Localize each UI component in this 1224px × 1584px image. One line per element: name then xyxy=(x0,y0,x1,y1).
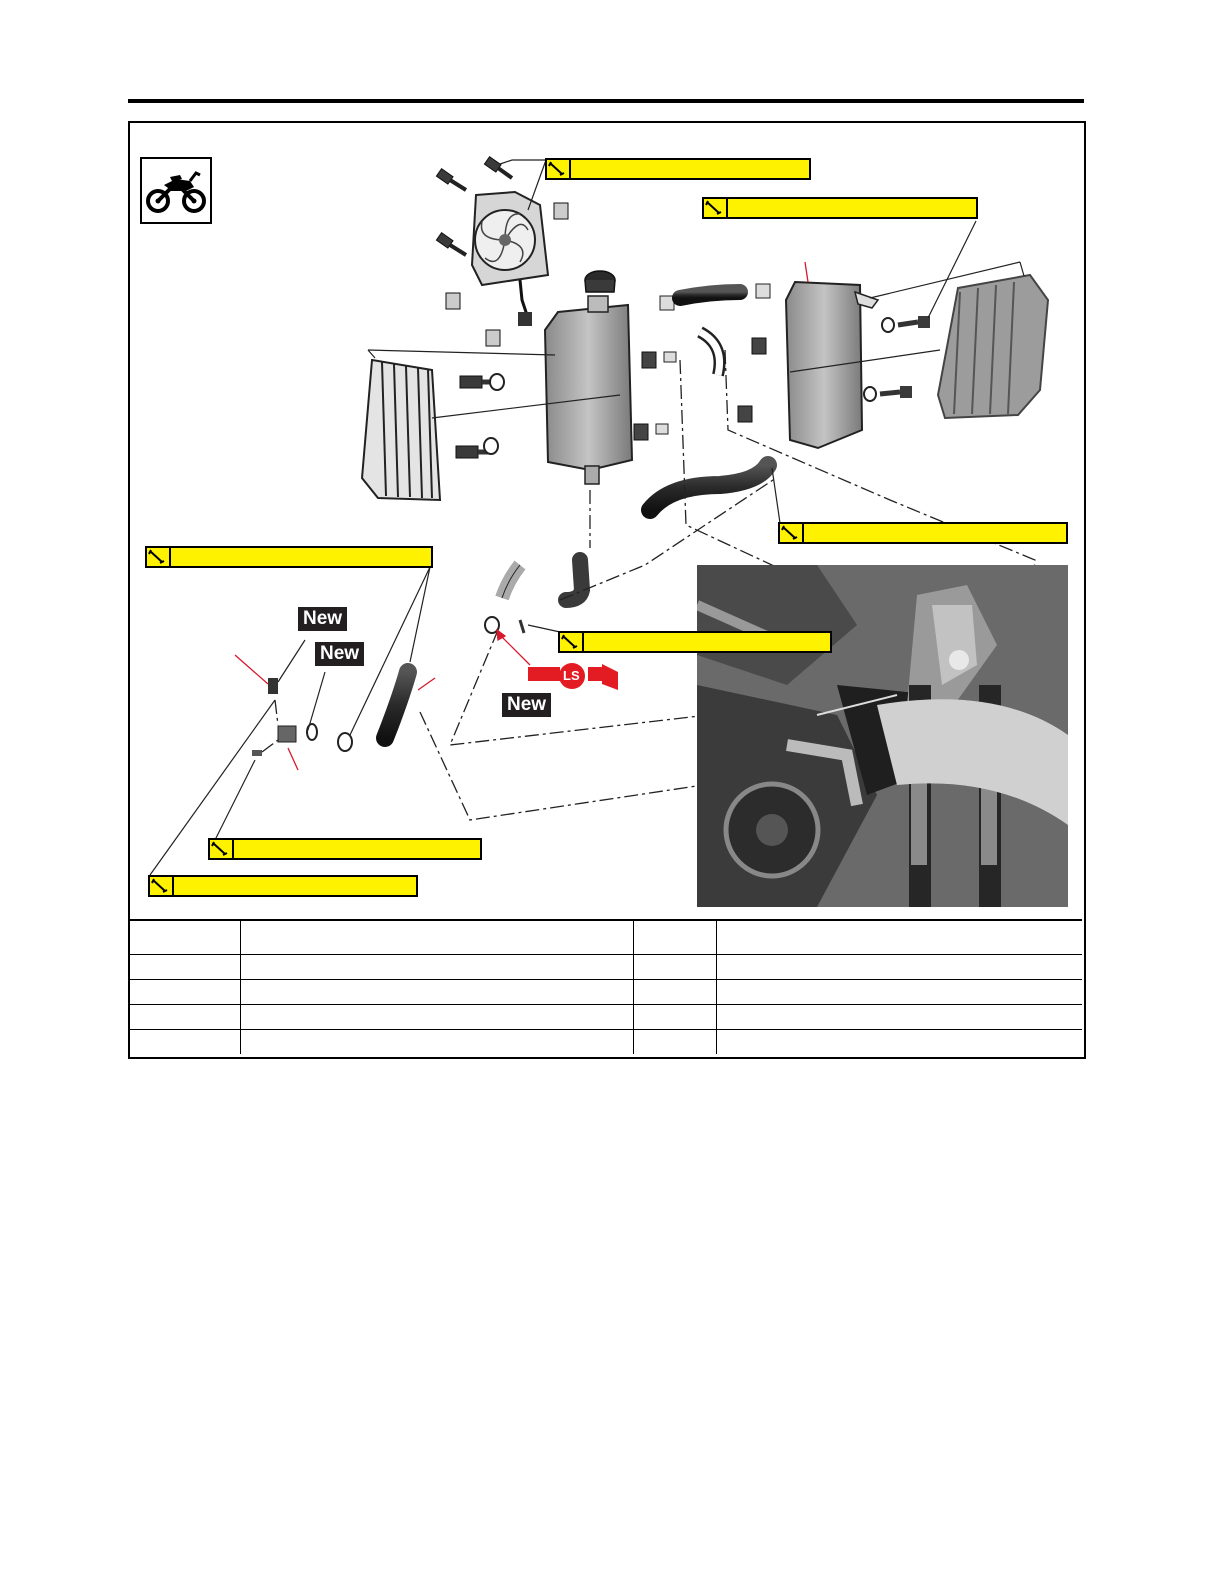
torque-wrench-icon xyxy=(150,877,174,895)
table-cell xyxy=(717,1030,1083,1055)
torque-spec-7 xyxy=(148,875,418,897)
table-cell xyxy=(241,920,634,955)
torque-spec-5 xyxy=(558,631,832,653)
torque-wrench-icon xyxy=(560,633,584,651)
new-part-badge: New xyxy=(502,693,551,717)
torque-wrench-icon xyxy=(210,840,234,858)
table-cell xyxy=(634,1030,717,1055)
table-cell xyxy=(130,1030,241,1055)
table-cell xyxy=(130,920,241,955)
table-cell xyxy=(130,955,241,980)
grease-label: LS xyxy=(563,668,580,683)
torque-wrench-icon xyxy=(704,199,728,217)
right-radiator-guard xyxy=(938,275,1048,418)
right-radiator xyxy=(786,282,878,448)
table-cell xyxy=(634,1005,717,1030)
table-cell xyxy=(241,955,634,980)
torque-wrench-icon xyxy=(547,160,571,178)
left-radiator xyxy=(545,271,632,484)
table-row xyxy=(130,920,1082,955)
table-row xyxy=(130,980,1082,1005)
table-cell xyxy=(634,920,717,955)
table-cell xyxy=(634,955,717,980)
table-row xyxy=(130,955,1082,980)
torque-spec-3 xyxy=(778,522,1068,544)
table-cell xyxy=(130,1005,241,1030)
table-cell xyxy=(717,1005,1083,1030)
table-row xyxy=(130,1030,1082,1055)
torque-spec-6 xyxy=(208,838,482,860)
new-part-badge: New xyxy=(298,607,347,631)
new-part-badge: New xyxy=(315,642,364,666)
torque-wrench-icon xyxy=(147,548,171,566)
table-cell xyxy=(241,980,634,1005)
table-cell xyxy=(634,980,717,1005)
table-cell xyxy=(717,980,1083,1005)
left-radiator-guard xyxy=(362,360,440,500)
parts-table xyxy=(130,919,1082,1054)
table-cell xyxy=(241,1030,634,1055)
table-cell xyxy=(717,955,1083,980)
torque-wrench-icon xyxy=(780,524,804,542)
table-cell xyxy=(717,920,1083,955)
table-row xyxy=(130,1005,1082,1030)
torque-spec-2 xyxy=(702,197,978,219)
torque-spec-4 xyxy=(145,546,433,568)
torque-spec-1 xyxy=(545,158,811,180)
motorcycle-photo xyxy=(697,565,1068,907)
table-cell xyxy=(241,1005,634,1030)
radiator-fan xyxy=(472,192,548,326)
table-cell xyxy=(130,980,241,1005)
